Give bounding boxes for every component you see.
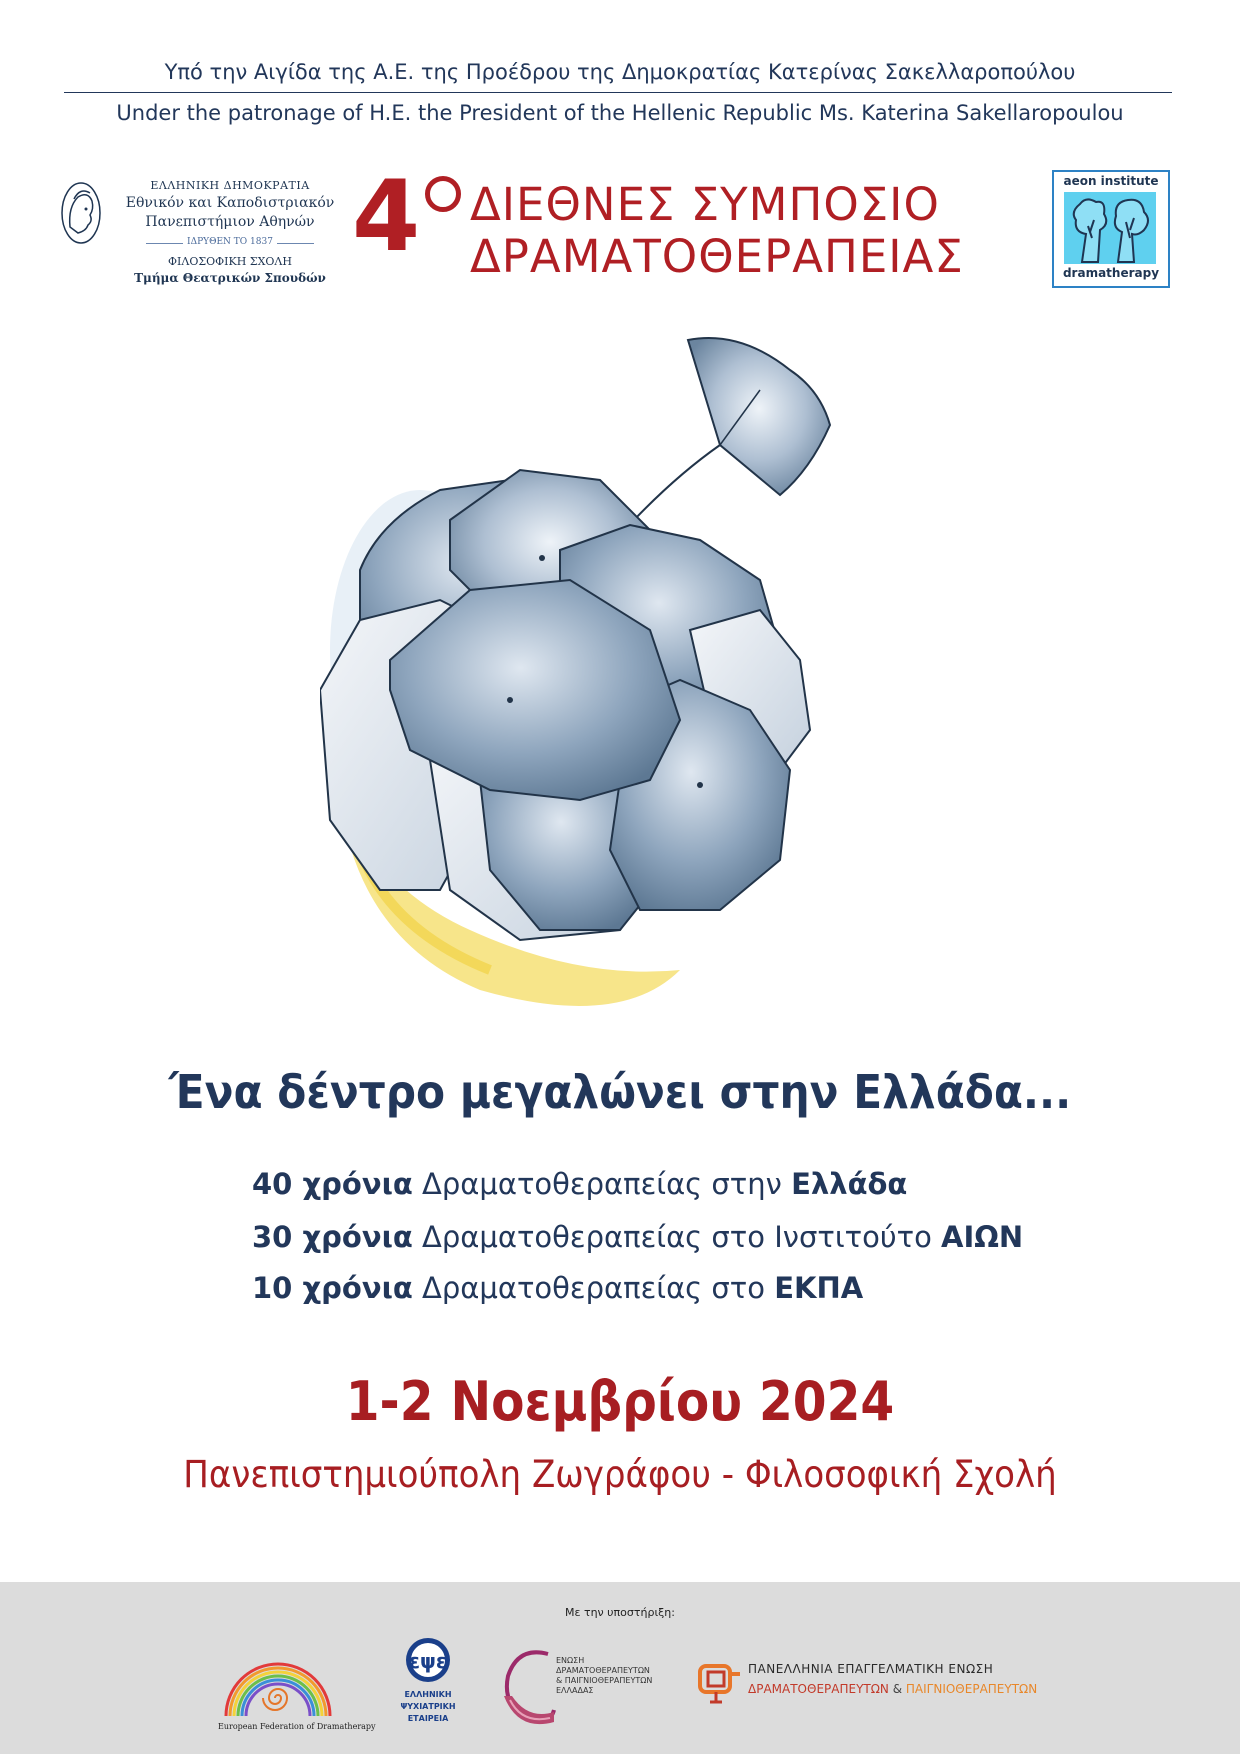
nkua-department: Τμήμα Θεατρικών Σπουδών [134,271,326,285]
edp-line-2: ΔΡΑΜΑΤΟΘΕΡΑΠΕΥΤΩΝ [556,1666,650,1675]
support-label: Με την υποστήριξη: [565,1606,675,1619]
pee-frame-icon [696,1660,742,1706]
nkua-school: ΦΙΛΟΣΟΦΙΚΗ ΣΧΟΛΗ [168,255,292,268]
anniversary-years: 30 χρόνια [252,1220,413,1254]
eps-line-2: ΨΥΧΙΑΤΡΙΚΗ [400,1702,456,1711]
edp-swirl-icon [498,1636,556,1736]
aeon-logo-bottom-text: dramatherapy [1062,266,1160,280]
eps-line-3: ΕΤΑΙΡΕΙΑ [407,1714,449,1723]
nkua-founded-text: ΙΔΡΥΘΕΝ ΤΟ 1837 [183,237,277,247]
efd-logo [218,1636,376,1736]
eps-logo [388,1636,468,1736]
nkua-name-1: Εθνικόν και Καποδιστριακόν [125,195,335,211]
anniversary-years: 40 χρόνια [252,1167,413,1201]
sponsors-footer [0,1582,1240,1754]
umbrella-cluster-illustration-icon [320,330,940,1020]
pee-logo [696,1636,1038,1736]
title-line-1: ΔΙΕΘΝΕΣ ΣΥΜΠΟΣΙΟ [470,178,940,231]
anniversary-line [252,1167,907,1201]
pee-dramatherapists: ΔΡΑΜΑΤΟΘΕΡΑΠΕΥΤΩΝ [748,1682,889,1696]
aeon-logo-top-text: aeon institute [1063,174,1159,188]
anniversary-line [252,1220,1023,1254]
anniversary-text: Δραματοθεραπείας στην [412,1167,792,1201]
tagline: Ένα δέντρο μεγαλώνει στην Ελλάδα... [168,1065,1072,1119]
nkua-republic: ΕΛΛΗΝΙΚΗ ΔΗΜΟΚΡΑΤΙΑ [150,179,310,192]
anniversary-place: ΑΙΩΝ [941,1220,1024,1254]
anniversary-years: 10 χρόνια [252,1271,413,1305]
anniversary-text: Δραματοθεραπείας στο Ινστιτούτο [412,1220,942,1254]
aeon-institute-logo [1052,170,1170,288]
anniversary-place: Ελλάδα [791,1167,908,1201]
anniversary-line [252,1271,863,1305]
efd-name: European Federation of Dramatherapy [218,1722,376,1731]
rainbow-arc-icon [218,1636,338,1720]
pee-ampersand: & [888,1682,906,1696]
title-line-2: ΔΡΑΜΑΤΟΘΕΡΑΠΕΙΑΣ [470,230,964,283]
edp-line-3: & ΠΑΙΓΝΙΟΘΕΡΑΠΕΥΤΩΝ [556,1676,653,1685]
patronage-greek: Υπό την Αιγίδα της Α.Ε. της Προέδρου της Δημοκρατίας Κατερίνας Σακελλαροπούλου [164,60,1076,84]
pee-playtherapists: ΠΑΙΓΝΙΟΘΕΡΑΠΕΥΤΩΝ [905,1682,1038,1696]
patronage-english: Under the patronage of H.E. the President of the Hellenic Republic Ms. Katerina Sakellaropoulou [116,101,1124,125]
event-venue: Πανεπιστημιούπολη Ζωγράφου - Φιλοσοφική Σχολή [183,1453,1057,1496]
edp-line-4: ΕΛΛΑΔΑΣ [556,1686,594,1695]
pee-line-1: ΠΑΝΕΛΛΗΝΙΑ ΕΠΑΓΓΕΛΜΑΤΙΚΗ ΕΝΩΣΗ [748,1662,994,1676]
athena-head-emblem-icon [60,181,102,245]
edp-logo [498,1636,678,1736]
event-date: 1-2 Νοεμβρίου 2024 [345,1370,895,1433]
svg-text:εψε: εψε [408,1649,448,1673]
title-ordinal-number: 4 [352,160,421,274]
pee-line-2 [748,1682,1037,1696]
eps-line-1: ΕΛΛΗΝΙΚΗ [404,1690,452,1699]
aeon-trees-icon [1064,192,1156,264]
anniversary-place: ΕΚΠΑ [774,1271,864,1305]
edp-line-1: ΕΝΩΣΗ [556,1656,585,1665]
nkua-name-2: Πανεπιστήμιον Αθηνών [145,214,315,230]
nkua-logo [60,175,335,285]
patronage-divider [64,92,1172,93]
psychiatric-society-icon [388,1636,468,1686]
title-ordinal-indicator [425,176,461,212]
anniversary-text: Δραματοθεραπείας στο [412,1271,775,1305]
nkua-founded [104,237,356,247]
